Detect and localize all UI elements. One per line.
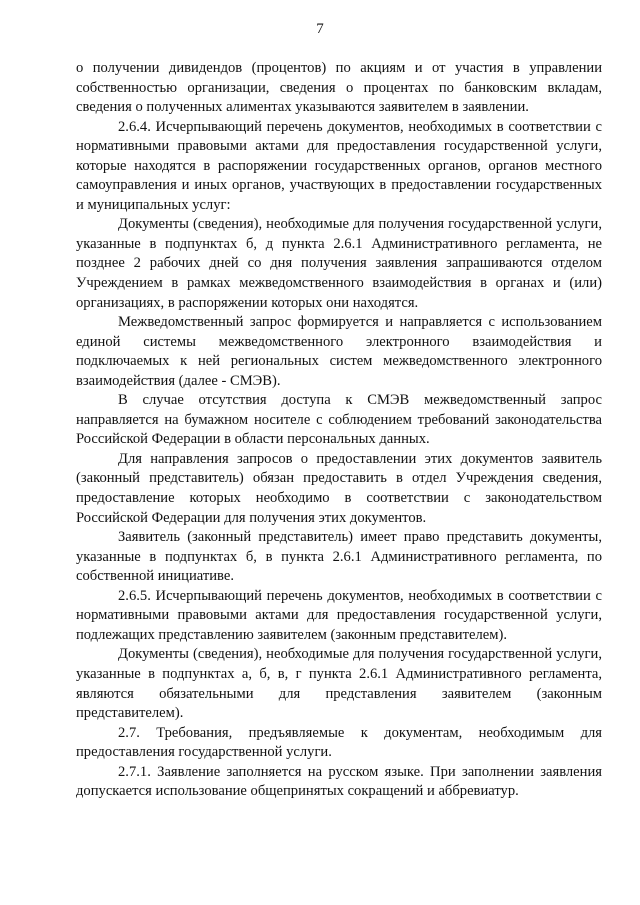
paragraph-applicant-right: Заявитель (законный представитель) имеет право представить документы, указанные в подпунктах б, в пункта 2.6.1 Административного регламента, по собственной инициативе. bbox=[76, 529, 602, 585]
paragraph-documents-subpoints-b-d: Документы (сведения), необходимые для получения государственной услуги, указанные в подпунктах б, д пункта 2.6.1 Административного регламента, не позднее 2 рабочих дней со дня получения заявления запрашиваются отделом Учреждением в рамках межведомственного взаимодействия в органах и (или) организациях, в распоряжении которых они находятся. bbox=[76, 216, 602, 311]
paragraph-2-7: 2.7. Требования, предъявляемые к документам, необходимым для предоставления государственной услуги. bbox=[76, 724, 602, 761]
paragraph-2-6-5: 2.6.5. Исчерпывающий перечень документов, необходимых в соответствии с нормативными правовыми актами для предоставления государственной услуги, подлежащих представлению заявителем (законным представителем). bbox=[76, 587, 602, 643]
page-number: 7 bbox=[316, 21, 324, 37]
paragraph-mandatory-documents: Документы (сведения), необходимые для получения государственной услуги, указанные в подпунктах а, б, в, г пункта 2.6.1 Административного регламента, являются обязательными для представления заявителем (законным представителем). bbox=[76, 646, 602, 722]
paragraph-2-6-4: 2.6.4. Исчерпывающий перечень документов, необходимых в соответствии с нормативными правовыми актами для предоставления государственной услуги, которые находятся в распоряжении государственных органов, органов местного самоуправления и иных органов, участвующих в предоставлении государственных и муниципальных услуг: bbox=[76, 118, 602, 213]
paragraph-request-requirements: Для направления запросов о предоставлении этих документов заявитель (законный представитель) обязан предоставить в отдел Учреждения сведения, предоставление которых необходимо в соответствии с законодательством Российской Федерации для получения этих документов. bbox=[76, 450, 602, 526]
document-body bbox=[76, 59, 602, 802]
paragraph-continuation: о получении дивидендов (процентов) по акциям и от участия в управлении собственностью организации, сведения о процентах по банковским вкладам, сведения о полученных алиментах указываются заявителем в заявлении. bbox=[76, 60, 602, 116]
paragraph-interagency-request: Межведомственный запрос формируется и направляется с использованием единой системы межведомственного электронного взаимодействия и подключаемых к ней региональных систем межведомственного электронного взаимодействия (далее - СМЭВ). bbox=[76, 314, 602, 389]
paragraph-no-smev-access: В случае отсутствия доступа к СМЭВ межведомственный запрос направляется на бумажном носителе с соблюдением требований законодательства Российской Федерации в области персональных данных. bbox=[76, 392, 602, 448]
paragraph-2-7-1: 2.7.1. Заявление заполняется на русском языке. При заполнении заявления допускается использование общепринятых сокращений и аббревиатур. bbox=[76, 763, 602, 800]
